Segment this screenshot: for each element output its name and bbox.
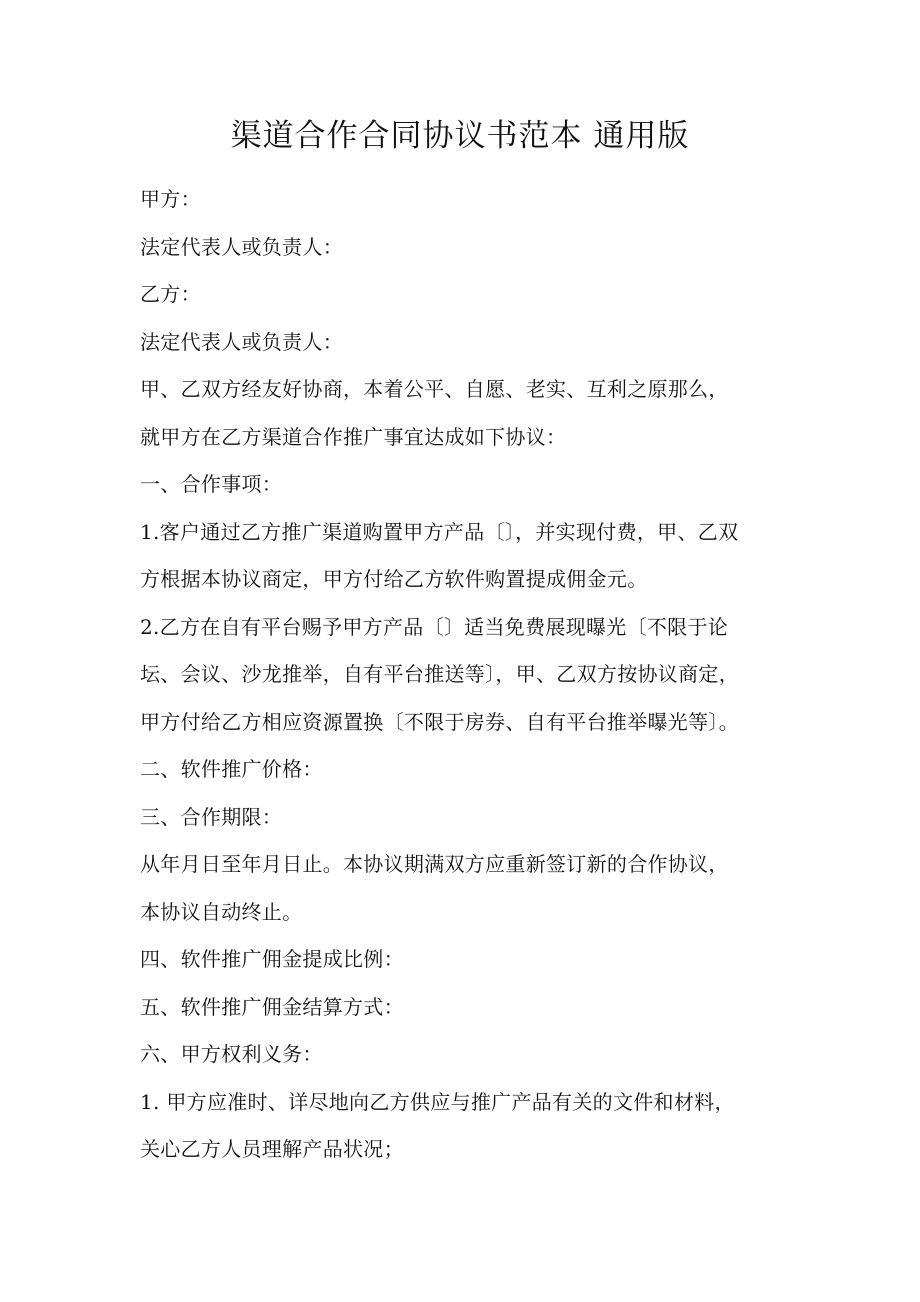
party-a-label: 甲方： — [140, 187, 201, 211]
clause-line: 1. 甲方应准时、详尽地向乙方供应与推广产品有关的文件和材料， — [140, 1089, 735, 1114]
preamble-line: 就甲方在乙方渠道合作推广事宜达成如下协议： — [140, 424, 567, 449]
section-heading: 一、合作事项： — [140, 472, 283, 496]
document-title: 渠道合作合同协议书范本 通用版 — [230, 118, 690, 154]
party-a-representative-label: 法定代表人或负责人： — [140, 234, 343, 259]
preamble-line: 甲、乙双方经友好协商，本着公平、自愿、老实、互利之原那么， — [140, 377, 729, 401]
clause-line: 2.乙方在自有平台赐予甲方产品〔〕适当免费展现曝光〔不限于论 — [140, 614, 729, 639]
section-heading: 三、合作期限： — [140, 804, 283, 829]
clause-line: 坛、会议、沙龙推举，自有平台推送等〕，甲、乙双方按协议商定， — [140, 662, 739, 686]
party-b-representative-label: 法定代表人或负责人： — [140, 329, 343, 354]
section-heading: 四、软件推广佣金提成比例： — [140, 947, 404, 971]
clause-line: 从年月日至年月日止。本协议期满双方应重新签订新的合作协议， — [140, 852, 729, 876]
clause-line: 1.客户通过乙方推广渠道购置甲方产品〔〕，并实现付费，甲、乙双 — [140, 519, 739, 544]
clause-line: 甲方付给乙方相应资源置换〔不限于房券、自有平台推举曝光等〕。 — [140, 709, 739, 734]
clause-line: 关心乙方人员理解产品状况； — [140, 1137, 404, 1161]
section-heading: 二、软件推广价格： — [140, 757, 323, 781]
clause-line: 方根据本协议商定，甲方付给乙方软件购置提成佣金元。 — [140, 567, 648, 591]
clause-line: 本协议自动终止。 — [140, 899, 303, 924]
party-b-label: 乙方： — [140, 282, 201, 306]
document-body — [140, 176, 800, 1174]
section-heading: 五、软件推广佣金结算方式： — [140, 994, 404, 1019]
section-heading: 六、甲方权利义务： — [140, 1042, 323, 1066]
